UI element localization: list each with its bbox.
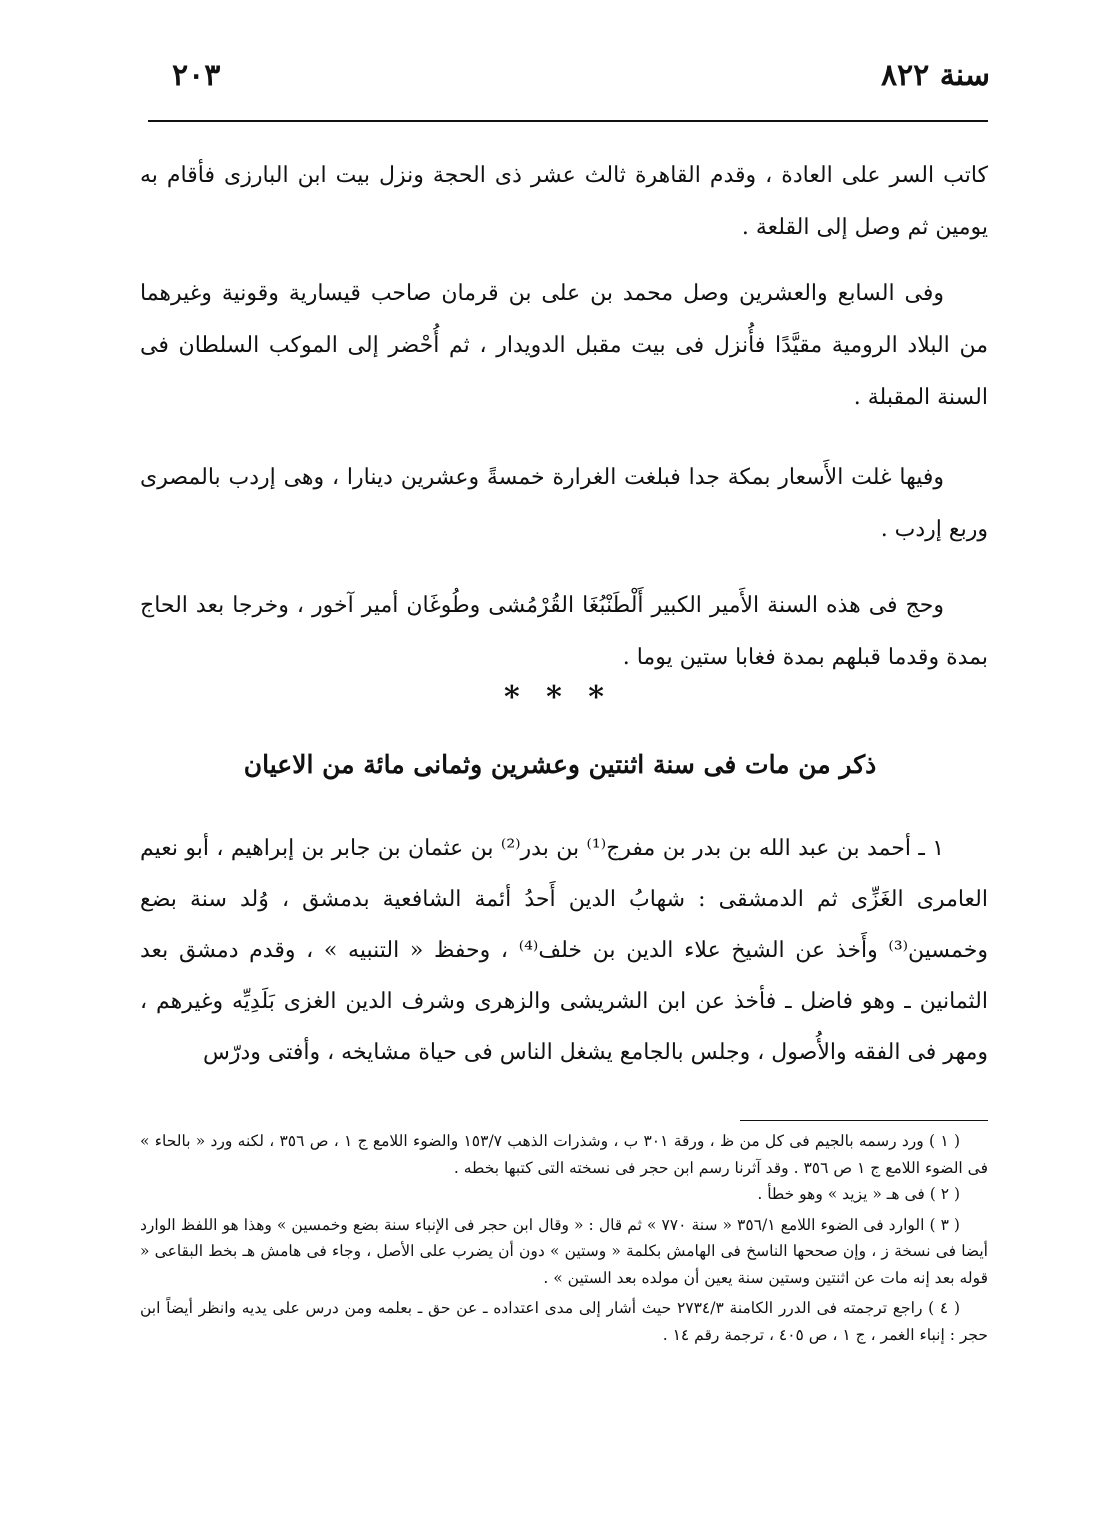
footnote: ( ٣ ) الوارد فى الضوء اللامع ٣٥٦/١ « سنة ٧٧٠ » ثم قال : « وقال ابن حجر فى الإنباء سنة بضع وخمسين » وهذا هو اللفظ الوارد أيضا فى نسخة ز ، وإن صححها الناسخ فى الهامش بكلمة « وستين » دون أن يضرب على الأصل ، وجاء فى هامش هـ بخط البقاعى « قوله بعد إنه مات عن اثنتين وستين سنة يعين أن مولده بعد الستين » .	[140, 1215, 988, 1287]
footnote: ( ٢ ) فى هـ « يزيد » وهو خطأ .	[757, 1185, 960, 1203]
header-rule	[148, 120, 988, 122]
paragraph-text: وفيها غلت الأَسعار بمكة جدا فبلغت الغرارة خمسةً وعشرين دينارا ، وهى إردب بالمصرى وربع إردب .	[140, 465, 988, 542]
paragraph-text: وفى السابع والعشرين وصل محمد بن على بن قرمان صاحب قيسارية وقونية وغيرهما من البلاد الرومية مقيَّدًا فأُنزل فى بيت مقبل الدويدار ، ثم أُحْضر إلى الموكب السلطان فى السنة المقبلة .	[140, 281, 988, 410]
body-paragraph	[140, 452, 988, 556]
paragraph-text: كاتب السر على العادة ، وقدم القاهرة ثالث عشر ذى الحجة ونزل بيت ابن البارزى فأقام به يومين ثم وصل إلى القلعة .	[140, 163, 988, 240]
footnote-rule	[740, 1120, 988, 1121]
running-head: سنة ٨٢٢	[880, 58, 990, 93]
footnote: ( ٤ ) راجع ترجمته فى الدرر الكامنة ٢٧٣٤/٣ حيث أشار إلى مدى اعتداده ـ عن حق ـ بعلمه ومن درس على يديه وانظر أيضاً ابن حجر : إنباء الغمر ، ج ١ ، ص ٤٠٥ ، ترجمة رقم ١٤ .	[140, 1299, 988, 1344]
body-paragraph	[140, 580, 988, 684]
page-number: ٢٠٣	[172, 58, 221, 93]
entry-text: ١ ـ أحمد بن عبد الله بن بدر بن مفرج⁽¹⁾ بن بدر⁽²⁾ بن عثمان بن جابر بن إبراهيم ، أبو نعيم العامرى الغَزِّى ثم الدمشقى : شهابُ الدين أَحدُ أئمة الشافعية بدمشق ، وُلد سنة بضع وخمسين⁽³⁾ وأَخذ عن الشيخ علاء الدين بن خلف⁽⁴⁾ ، وحفظ « التنبيه » ، وقدم دمشق بعد الثمانين ـ وهو فاضل ـ فأخذ عن ابن الشريشى والزهرى وشرف الدين الغزى بَلَدِيِّه وغيرهم ، ومهر فى الفقه والأُصول ، وجلس بالجامع يشغل الناس فى حياة مشايخه ، وأفتى ودرّس	[140, 836, 988, 1065]
section-separator: * * *	[504, 680, 612, 715]
body-paragraph	[140, 268, 988, 424]
footnote: ( ١ ) ورد رسمه بالجيم فى كل من ظ ، ورقة ٣٠١ ب ، وشذرات الذهب ١٥٣/٧ والضوء اللامع ج ١ ، ص ٣٥٦ ، لكنه ورد « بالحاء » فى الضوء اللامع ج ١ ص ٣٥٦ . وقد آثرنا رسم ابن حجر فى نسخته التى كتبها بخطه .	[140, 1132, 988, 1177]
section-heading: ذكر من مات فى سنة اثنتين وعشرين وثمانى مائة من الاعيان	[243, 750, 877, 779]
footnotes	[140, 1128, 988, 1348]
paragraph-text: وحج فى هذه السنة الأَمير الكبير أَلْطَنْبُغَا القُرْمُشى وطُوغَان أمير آخور ، وخرجا بعد الحاج بمدة وقدما قبلهم بمدة فغابا ستين يوما .	[140, 593, 988, 670]
biography-entry	[140, 823, 988, 1078]
page-header	[150, 58, 990, 108]
body-paragraph	[140, 150, 988, 254]
